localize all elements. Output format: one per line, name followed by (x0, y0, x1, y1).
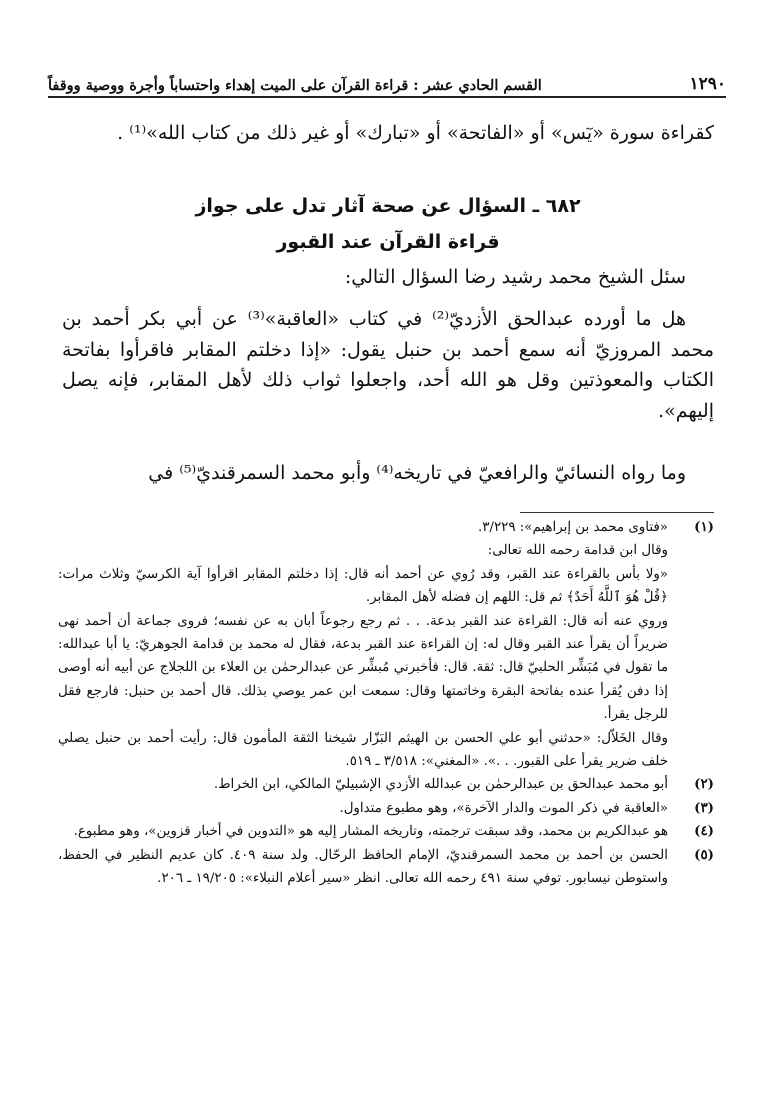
footnote-5 (58, 844, 714, 891)
paragraph-question: هل ما أورده عبدالحق الأزديّ⁽²⁾ في كتاب «العاقبة»⁽³⁾ عن أبي بكر أحمد بن محمد المروزيّ أنه سمع أحمد بن حنبل يقول: «إذا دخلتم المقابر فاقرأوا بفاتحة الكتاب والمعوذتين وقل هو الله أحد، واجعلوا ثواب ذلك لأهل المقابر، فإنه يصل إليهم». (62, 308, 714, 422)
section-heading-line-2: قراءة القرآن عند القبور (276, 231, 500, 253)
footnote-4 (58, 820, 714, 843)
footnote-1 (58, 516, 714, 539)
footnote-3 (58, 797, 714, 820)
footnote-number: (٤) (694, 823, 714, 840)
intro-line: كقراءة سورة «يٓس» أو «الفاتحة» أو «تبارك» أو غير ذلك من كتاب الله»⁽¹⁾ . (117, 122, 714, 144)
footnote-paragraph: وقال الخَلاّل: «حدثني أبو علي الحسن بن الهيثم البَزّار شيخنا الثقة المأمون قال: رأيت أحمد بن حنبل يصلي خلف ضرير يقرأ على القبور. . .». «المغني»: ٣/٥١٨ ـ ٥١٩. (58, 730, 668, 770)
running-title: القسم الحادي عشر : قراءة القرآن على الميت إهداء واحتساباً وأجرة ووصية ووقفاً (48, 77, 542, 94)
footnote-text: «العاقبة في ذكر الموت والدار الآخرة»، وهو مطبوع متداول. (339, 800, 668, 816)
footnote-paragraph: وقال ابن قدامة رحمه الله تعالى: (487, 543, 668, 559)
footnote-1-body (58, 539, 668, 773)
paragraph-continuation: وما رواه النسائيّ والرافعيّ في تاريخه⁽⁴⁾ وأبو محمد السمرقنديّ⁽⁵⁾ في (148, 462, 686, 484)
footnote-paragraph: وروي عنه أنه قال: القراءة عند القبر بدعة. . . ثم رجع رجوعاً أبان به عن نفسه؛ فروى جماعة أن أحمد نهى ضريراً أن يقرأ عند القبر وقال له: إن القراءة عند القبر بدعة، فقال له محمد بن قدامة الجوهريّ: يا أبا عبدالله: ما تقول في مُبَشِّر الحلبيّ قال: ثقة. قال: فأخبرني مُبشِّر عن عبدالرحمٰن بن العلاء بن اللجلاج عن أبيه أنه أوصى إذا دفن يُقرأ عنده بفاتحة البقرة وخاتمتها وقال: سمعت ابن عمر يوصي بذلك. قال أحمد بن حنبل: فارجع فقل للرجل يقرأ. (58, 613, 668, 723)
page-header (48, 60, 726, 94)
footnote-text: هو عبدالكريم بن محمد، وقد سبقت ترجمته، وتاريخه المشار إليه هو «التدوين في أخبار قزوين»، وهو مطبوع. (73, 824, 668, 840)
footnotes (58, 516, 714, 891)
footnote-number: (٢) (694, 776, 714, 793)
footnote-text: الحسن بن أحمد بن محمد السمرقنديّ، الإمام الحافظ الرحّال. ولد سنة ٤٠٩. كان عديم النظير في الحفظ، واستوطن نيسابور. توفي سنة ٤٩١ رحمه الله تعالى. انظر «سير أعلام النبلاء»: ١٩/٢٠٥ ـ ٢٠٦. (58, 847, 668, 887)
paragraph-question-intro: سئل الشيخ محمد رشيد رضا السؤال التالي: (344, 266, 686, 288)
footnote-number: (٣) (694, 799, 714, 816)
footnote-number: (٥) (694, 846, 714, 863)
footnote-text: أبو محمد عبدالحق بن عبدالرحمٰن بن عبدالله الأزدي الإشبيليّ المالكي، ابن الخراط. (213, 777, 668, 793)
footnote-rule (520, 512, 714, 513)
footnote-2 (58, 773, 714, 796)
footnote-number: (١) (694, 519, 714, 535)
footnote-paragraph: «ولا بأس بالقراءة عند القبر، وقد رُوي عن أحمد أنه قال: إذا دخلتم المقابر اقرأوا آية الكرسيّ وثلاث مرات: ﴿قُلْ هُوَ ٱللَّهُ أَحَدٌ﴾ ثم قل: اللهم إن فضله لأهل المقابر. (58, 566, 668, 606)
page-number: ١٢٩٠ (689, 74, 726, 94)
section-heading-line-1: ٦٨٢ ـ السؤال عن صحة آثار تدل على جواز (195, 195, 581, 217)
footnote-text: «فتاوى محمد بن إبراهيم»: ٣/٢٢٩. (477, 520, 668, 535)
header-rule (48, 96, 726, 98)
section-heading (62, 188, 714, 260)
